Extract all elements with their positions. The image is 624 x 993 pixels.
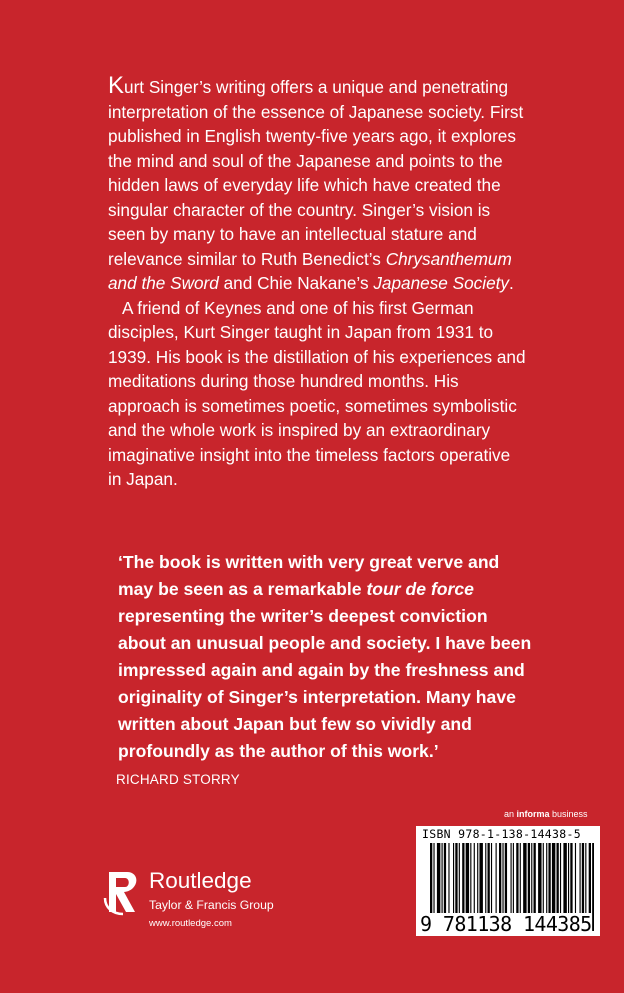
quote-text-start: ‘The book is written with very great verve and may be seen as a remarkable <box>118 552 500 599</box>
informa-tagline <box>504 809 588 819</box>
barcode-digits: 9 781138 144385 <box>420 912 592 936</box>
blurb <box>108 74 528 492</box>
blurb-paragraph-1-text: urt Singer’s writing offers a unique and penetrating interpretation of the essence of Japanese society. First published in English twenty-five years ago, it explores the mind and soul of the Japanese and points to the hidden laws of everyday life which have created the singular character of the country. Singer’s vision is seen by many to have an intellectual stature and relevance similar to Ruth Benedict’s <box>108 77 524 269</box>
quote-text <box>118 549 538 765</box>
review-quote <box>118 549 538 793</box>
blurb-paragraph-1 <box>108 74 528 296</box>
publisher-group: Taylor & Francis Group <box>149 898 274 912</box>
quote-author: RICHARD STORRY <box>116 772 240 787</box>
publisher-name: Routledge <box>149 868 252 893</box>
informa-brand: informa <box>516 809 550 819</box>
blurb-title-japanese-society: Japanese Society <box>373 273 510 293</box>
quote-italic-phrase: tour de force <box>366 579 474 599</box>
barcode <box>416 826 600 936</box>
informa-prefix: an <box>504 809 517 819</box>
blurb-title-chrysanthemum: Chrysanthemum and the Sword <box>108 248 512 293</box>
publisher-url: www.routledge.com <box>149 918 232 929</box>
blurb-dropcap: K <box>108 72 125 99</box>
informa-suffix: business <box>549 809 588 819</box>
blurb-paragraph-1-end: . <box>509 273 514 293</box>
quote-text-end: representing the writer’s deepest conviction about an unusual people and society. I have been impressed again and again by the freshness and originality of Singer’s interpretation. Many have written about Japan but few so vividly and profoundly as the author of this work.’ <box>118 606 532 761</box>
routledge-logo-icon <box>103 868 143 916</box>
blurb-paragraph-2: A friend of Keynes and one of his first German disciples, Kurt Singer taught in Japan from 1931 to 1939. His book is the distillation of his experiences and meditations during those hundred months. His approach is sometimes poetic, sometimes symbolistic and the whole work is inspired by an extraordinary imaginative insight into the timeless factors operative in Japan. <box>108 297 526 489</box>
barcode-bar <box>592 843 594 931</box>
isbn-label: ISBN 978-1-138-14438-5 <box>422 827 581 841</box>
blurb-paragraph-1-mid: and Chie Nakane’s <box>218 273 374 293</box>
